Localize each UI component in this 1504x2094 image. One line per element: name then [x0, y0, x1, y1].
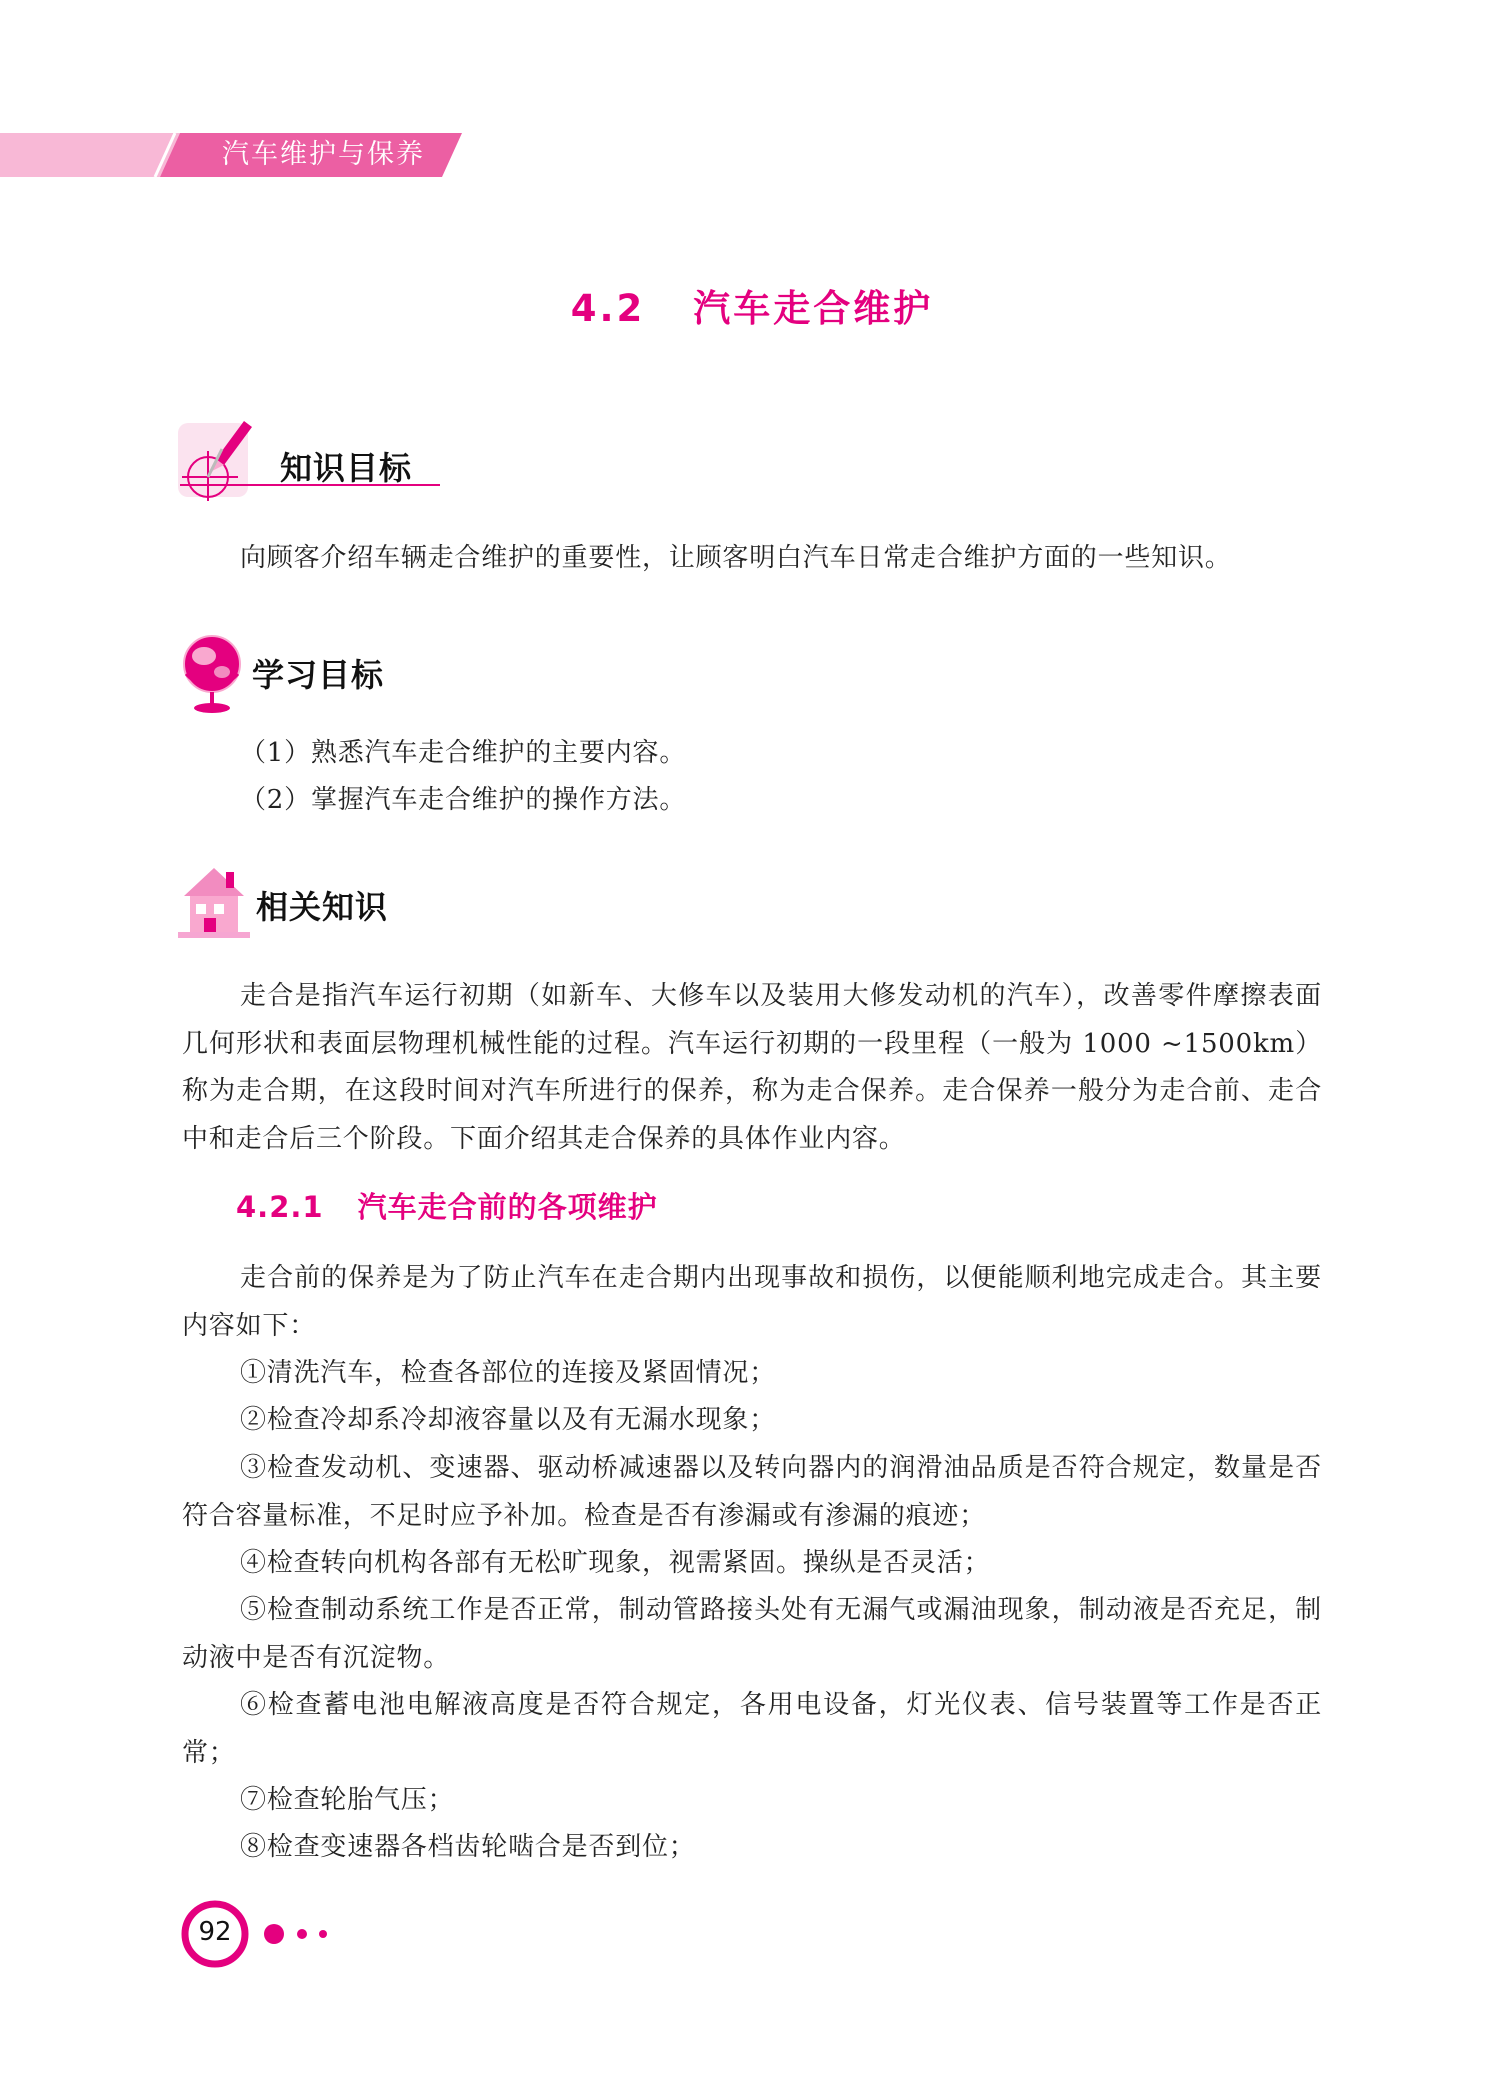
subsection-title: [236, 1185, 658, 1226]
page-number: 92: [198, 1917, 232, 1947]
maintenance-item: ⑤检查制动系统工作是否正常，制动管路接头处有无漏气或漏油现象，制动液是否充足，制动液中是否有沉淀物。: [182, 1595, 1322, 1673]
subsection-number: 4.2.1: [236, 1190, 324, 1224]
knowledge-goal-badge: [178, 415, 448, 505]
learning-goal-item: （1）熟悉汽车走合维护的主要内容。: [240, 738, 687, 768]
header-title: 汽车维护与保养: [222, 139, 425, 170]
maintenance-item: ⑥检查蓄电池电解液高度是否符合规定，各用电设备，灯光仪表、信号装置等工作是否正常；: [182, 1690, 1322, 1768]
subsection-title-text: 汽车走合前的各项维护: [357, 1190, 658, 1224]
section-number: 4.2: [570, 287, 646, 330]
related-knowledge-badge: [178, 860, 448, 950]
maintenance-item: ④检查转向机构各部有无松旷现象，视需紧固。操纵是否灵活；: [240, 1548, 991, 1578]
learning-goal-item: （2）掌握汽车走合维护的操作方法。: [240, 785, 687, 815]
maintenance-item: ③检查发动机、变速器、驱动桥减速器以及转向器内的润滑油品质是否符合规定，数量是否符合容量标准，不足时应予补加。检查是否有渗漏或有渗漏的痕迹；: [182, 1453, 1322, 1531]
maintenance-item: ②检查冷却系冷却液容量以及有无漏水现象；: [240, 1405, 777, 1435]
knowledge-goal-text: 向顾客介绍车辆走合维护的重要性，让顾客明白汽车日常走合维护方面的一些知识。: [240, 543, 1232, 573]
section-title: [0, 278, 1504, 332]
related-knowledge-paragraph: 走合是指汽车运行初期（如新车、大修车以及装用大修发动机的汽车），改善零件摩擦表面几何形状和表面层物理机械性能的过程。汽车运行初期的一段里程（一般为 1000 ~1500km）称为走合期，在这段时间对汽车所进行的保养，称为走合保养。走合保养一般分为走合前、走合中和走合后三个阶段。下面介绍其走合保养的具体作业内容。: [182, 981, 1322, 1154]
learning-goal-label: 学习目标: [252, 656, 385, 694]
subsection-intro: 走合前的保养是为了防止汽车在走合期内出现事故和损伤，以便能顺利地完成走合。其主要内容如下：: [182, 1263, 1322, 1341]
learning-goal-badge: [178, 630, 448, 720]
maintenance-item: ①清洗汽车，检查各部位的连接及紧固情况；: [240, 1358, 777, 1388]
related-knowledge-label: 相关知识: [256, 888, 389, 926]
section-title-text: 汽车走合维护: [693, 287, 934, 330]
maintenance-item: ⑧检查变速器各档齿轮啮合是否到位；: [240, 1832, 696, 1862]
knowledge-goal-label: 知识目标: [280, 449, 413, 487]
maintenance-item: ⑦检查轮胎气压；: [240, 1785, 455, 1815]
